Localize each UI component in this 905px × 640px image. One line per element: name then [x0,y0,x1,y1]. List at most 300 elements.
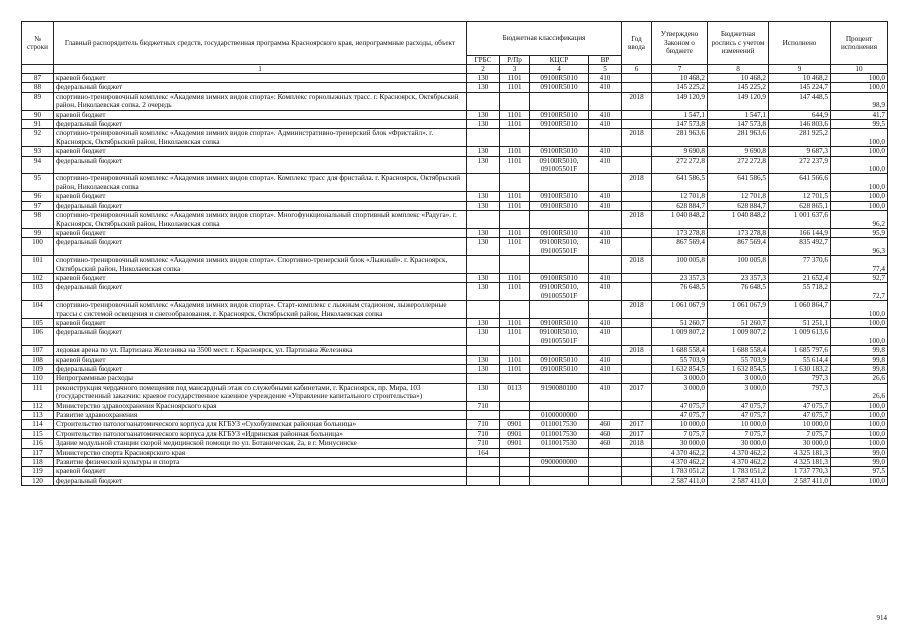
row-approved: 145 225,2 [652,83,708,92]
row-rpr [500,92,530,110]
row-grbs [467,467,500,476]
row-grbs: 164 [467,448,500,457]
row-kcsr: 0900000000 [530,458,589,467]
row-rpr: 1101 [500,283,530,301]
row-executed: 77 370,6 [769,256,831,274]
row-approved: 3 000,0 [652,383,708,401]
row-approved: 2 587 411,0 [652,476,708,485]
header-rpr: Р/Пр [500,56,530,65]
row-rpr [500,211,530,229]
row-approved: 281 963,6 [652,129,708,147]
row-budget-list: 149 120,9 [708,92,769,110]
row-kcsr [530,92,589,110]
row-kcsr: 09100R5010, 091005501F [530,156,589,174]
row-year [622,83,652,92]
row-approved: 51 260,7 [652,318,708,327]
row-rpr: 0901 [500,429,530,438]
row-vr: 460 [589,439,622,448]
table-row [22,74,888,83]
row-name: краевой бюджет [54,467,467,476]
row-percent: 97,5 [831,467,888,476]
row-number: 101 [22,256,54,274]
row-rpr: 1101 [500,228,530,237]
row-budget-list: 628 884,7 [708,201,769,210]
row-percent: 100,0 [831,147,888,156]
row-vr [589,129,622,147]
row-percent: 100,0 [831,156,888,174]
row-budget-list: 3 000,0 [708,383,769,401]
row-number: 92 [22,129,54,147]
table-row [22,129,888,147]
row-budget-list: 2 587 411,0 [708,476,769,485]
row-executed: 47 075,7 [769,401,831,410]
row-rpr [500,448,530,457]
row-year [622,365,652,374]
row-rpr: 1101 [500,201,530,210]
header-approved: Утверждено Законом о бюджете [652,22,708,65]
row-vr: 410 [589,355,622,364]
row-name: федеральный бюджет [54,283,467,301]
row-budget-list: 641 586,5 [708,174,769,192]
row-vr: 410 [589,83,622,92]
row-rpr [500,256,530,274]
row-year [622,74,652,83]
row-executed: 145 224,7 [769,83,831,92]
row-budget-list: 23 357,3 [708,273,769,282]
row-vr [589,467,622,476]
row-budget-list: 1 547,1 [708,110,769,119]
row-executed: 1 685 797,6 [769,346,831,355]
row-vr: 410 [589,192,622,201]
row-kcsr: 0100000000 [530,411,589,420]
row-vr: 410 [589,147,622,156]
row-vr: 410 [589,201,622,210]
row-name: краевой бюджет [54,355,467,364]
row-grbs: 130 [467,192,500,201]
row-approved: 4 370 462,2 [652,458,708,467]
row-vr [589,401,622,410]
row-name: спортивно-тренировочный комплекс «Академия зимних видов спорта»: Комплекс горнолыжных трасс. г. Красноярск, Октябрьский район, Николаевская сопка. 2 очередь [54,92,467,110]
row-name: Министерство спорта Красноярского края [54,448,467,457]
row-rpr: 0901 [500,439,530,448]
header-grbs: ГРБС [467,56,500,65]
row-approved: 12 701,8 [652,192,708,201]
row-kcsr: 09100R5010 [530,74,589,83]
row-approved: 272 272,8 [652,156,708,174]
row-budget-list: 47 075,7 [708,401,769,410]
row-grbs: 130 [467,228,500,237]
table-row [22,374,888,383]
row-budget-list: 281 963,6 [708,129,769,147]
row-number: 115 [22,429,54,438]
row-vr: 410 [589,328,622,346]
row-vr: 410 [589,120,622,129]
row-grbs: 710 [467,420,500,429]
row-rpr: 1101 [500,147,530,156]
table-row [22,228,888,237]
table-row [22,301,888,319]
table-row [22,439,888,448]
row-approved: 1 040 848,2 [652,211,708,229]
row-year: 2018 [622,346,652,355]
row-name: Здание модульной станции скорой медицинской помощи по ул. Ботаническая, 2а, в г. Минусинске [54,439,467,448]
row-kcsr [530,346,589,355]
row-grbs: 130 [467,273,500,282]
row-percent: 100,0 [831,411,888,420]
row-percent: 99,8 [831,365,888,374]
row-approved: 3 000,0 [652,374,708,383]
row-budget-list: 100 005,8 [708,256,769,274]
table-row [22,83,888,92]
row-name: краевой бюджет [54,110,467,119]
header-executed: Исполнено [769,22,831,65]
row-grbs [467,211,500,229]
row-kcsr [530,448,589,457]
row-vr: 410 [589,156,622,174]
row-number: 120 [22,476,54,485]
row-kcsr: 0110017530 [530,420,589,429]
header-vr: ВР [589,56,622,65]
table-row [22,355,888,364]
row-name: ледовая арена по ул. Партизана Железняка на 3500 мест. г. Красноярск, ул. Партизана Железняка [54,346,467,355]
row-approved: 1 061 067,9 [652,301,708,319]
table-row [22,448,888,457]
row-budget-list: 4 370 462,2 [708,448,769,457]
row-name: федеральный бюджет [54,328,467,346]
row-number: 104 [22,301,54,319]
row-percent: 100,0 [831,201,888,210]
row-executed: 10 000,0 [769,420,831,429]
row-number: 107 [22,346,54,355]
row-year [622,458,652,467]
row-number: 108 [22,355,54,364]
colnum: 7 [652,65,708,74]
row-approved: 47 075,7 [652,401,708,410]
table-row [22,110,888,119]
row-executed: 12 701,5 [769,192,831,201]
row-year [622,476,652,485]
row-kcsr [530,256,589,274]
row-year [622,110,652,119]
row-name: спортивно-тренировочный комплекс «Академия зимних видов спорта». Старт-комплекс с лыжным стадионом, лыжероллерные трассы с системой освещения и снегообразования. г. Красноярск, Октябрьский район, Николаевская сопка [54,301,467,319]
budget-table [21,21,888,486]
row-percent: 99,5 [831,120,888,129]
row-vr: 410 [589,365,622,374]
row-budget-list: 1 040 848,2 [708,211,769,229]
row-year [622,228,652,237]
row-vr [589,476,622,485]
row-budget-list: 7 075,7 [708,429,769,438]
row-rpr: 1101 [500,365,530,374]
row-number: 102 [22,273,54,282]
row-number: 90 [22,110,54,119]
row-percent: 99,0 [831,448,888,457]
row-vr: 410 [589,110,622,119]
row-vr [589,211,622,229]
row-grbs: 130 [467,383,500,401]
row-percent: 41,7 [831,110,888,119]
row-kcsr: 09100R5010 [530,228,589,237]
row-kcsr: 09100R5010 [530,192,589,201]
row-executed: 2 587 411,0 [769,476,831,485]
row-rpr: 1101 [500,74,530,83]
row-vr: 410 [589,228,622,237]
row-executed: 9 687,3 [769,147,831,156]
row-budget-list: 4 370 462,2 [708,458,769,467]
row-year: 2018 [622,129,652,147]
row-kcsr [530,374,589,383]
row-percent: 100,0 [831,74,888,83]
row-name: спортивно-тренировочный комплекс «Академия зимних видов спорта». Административно-тренерский блок «Фристайл». г. Красноярск, Октябрьский район, Николаевская сопка [54,129,467,147]
row-kcsr: 09100R5010 [530,365,589,374]
row-approved: 149 120,9 [652,92,708,110]
row-year [622,192,652,201]
row-rpr [500,301,530,319]
row-executed: 644,9 [769,110,831,119]
row-name: спортивно-тренировочный комплекс «Академия зимних видов спорта». Спортивно-тренерский блок «Лыжный». г. Красноярск, Октябрьский район, Николаевская сопка [54,256,467,274]
row-executed: 1 009 613,6 [769,328,831,346]
row-budget-list: 30 000,0 [708,439,769,448]
row-executed: 7 075,7 [769,429,831,438]
row-grbs: 130 [467,318,500,327]
row-rpr [500,401,530,410]
row-executed: 835 492,7 [769,238,831,256]
row-kcsr: 09100R5010 [530,318,589,327]
row-name: Министерство здравоохранения Красноярского края [54,401,467,410]
row-vr [589,411,622,420]
row-budget-list: 1 061 067,9 [708,301,769,319]
row-rpr: 1101 [500,156,530,174]
row-number: 114 [22,420,54,429]
row-grbs: 130 [467,238,500,256]
row-budget-list: 10 000,0 [708,420,769,429]
row-vr [589,346,622,355]
row-approved: 10 468,2 [652,74,708,83]
row-kcsr [530,174,589,192]
row-approved: 1 688 558,4 [652,346,708,355]
row-budget-list: 76 648,5 [708,283,769,301]
row-approved: 47 075,7 [652,411,708,420]
row-kcsr: 09100R5010 [530,83,589,92]
row-grbs: 130 [467,120,500,129]
row-name: федеральный бюджет [54,365,467,374]
table-row [22,120,888,129]
row-name: Строительство патологоанатомического корпуса для КГБУЗ «Сухобузимская районная больница» [54,420,467,429]
header-kcsr: КЦСР [530,56,589,65]
row-approved: 4 370 462,2 [652,448,708,457]
row-vr: 410 [589,238,622,256]
row-year [622,411,652,420]
row-budget-list: 55 703,9 [708,355,769,364]
row-executed: 47 075,7 [769,411,831,420]
row-executed: 281 925,2 [769,129,831,147]
row-name: федеральный бюджет [54,156,467,174]
row-year [622,374,652,383]
row-vr [589,458,622,467]
row-number: 91 [22,120,54,129]
row-executed: 146 803,6 [769,120,831,129]
row-executed: 55 718,2 [769,283,831,301]
row-year: 2018 [622,439,652,448]
row-grbs: 130 [467,147,500,156]
row-rpr: 1101 [500,238,530,256]
row-kcsr: 09100R5010 [530,110,589,119]
row-budget-list: 12 701,8 [708,192,769,201]
table-row [22,156,888,174]
row-percent: 100,0 [831,401,888,410]
header-name: Главный распорядитель бюджетных средств, государственная программа Красноярского края, непрограммные расходы, объект [54,22,467,65]
row-budget-list: 145 225,2 [708,83,769,92]
row-year [622,467,652,476]
row-executed: 4 325 181,3 [769,448,831,457]
row-percent: 96,3 [831,238,888,256]
table-row [22,256,888,274]
row-executed: 147 448,5 [769,92,831,110]
row-vr [589,92,622,110]
row-kcsr: 09100R5010, 091005501F [530,328,589,346]
colnum: 4 [530,65,589,74]
row-year [622,328,652,346]
row-kcsr [530,476,589,485]
row-name: краевой бюджет [54,147,467,156]
table-row [22,147,888,156]
row-percent: 99,0 [831,458,888,467]
row-year: 2018 [622,256,652,274]
row-number: 103 [22,283,54,301]
row-executed: 1 630 183,2 [769,365,831,374]
table-row [22,273,888,282]
row-vr: 410 [589,74,622,83]
row-year [622,318,652,327]
row-percent: 92,7 [831,273,888,282]
row-name: федеральный бюджет [54,120,467,129]
row-percent: 99,8 [831,355,888,364]
row-approved: 10 000,0 [652,420,708,429]
header-budget-classification: Бюджетная классификация [467,22,622,56]
row-number: 98 [22,211,54,229]
row-name: реконструкция чердачного помещения под мансардный этаж со служебными кабинетами, г. Красноярск, пр. Мира, 103 (государственный заказчик: краевое государственное казенное учреждение «Управление капитального строительства») [54,383,467,401]
row-number: 106 [22,328,54,346]
row-year [622,120,652,129]
row-kcsr: 09100R5010, 091005501F [530,238,589,256]
row-year [622,156,652,174]
row-grbs [467,411,500,420]
row-approved: 7 075,7 [652,429,708,438]
row-name: краевой бюджет [54,228,467,237]
row-year: 2018 [622,301,652,319]
row-name: федеральный бюджет [54,476,467,485]
row-executed: 272 237,9 [769,156,831,174]
row-executed: 641 566,6 [769,174,831,192]
row-vr [589,174,622,192]
header-row-number: № строки [22,22,54,65]
row-budget-list: 147 573,8 [708,120,769,129]
row-year: 2018 [622,174,652,192]
row-rpr [500,346,530,355]
row-grbs: 130 [467,156,500,174]
row-year: 2018 [622,211,652,229]
row-kcsr [530,211,589,229]
row-kcsr: 0110017530 [530,439,589,448]
table-row [22,383,888,401]
row-kcsr [530,129,589,147]
row-year [622,147,652,156]
row-percent: 100,0 [831,192,888,201]
row-budget-list: 867 569,4 [708,238,769,256]
row-kcsr: 9190080100 [530,383,589,401]
table-row [22,411,888,420]
table-row [22,420,888,429]
row-name: федеральный бюджет [54,238,467,256]
row-grbs: 710 [467,439,500,448]
row-name: спортивно-тренировочный комплекс «Академия зимних видов спорта». Комплекс трасс для фристайла. г. Красноярск, Октябрьский район, Николаевская сопка [54,174,467,192]
row-executed: 4 325 181,3 [769,458,831,467]
row-number: 109 [22,365,54,374]
row-name: федеральный бюджет [54,83,467,92]
row-executed: 30 000,0 [769,439,831,448]
row-grbs [467,174,500,192]
row-year [622,283,652,301]
row-rpr: 1101 [500,328,530,346]
row-number: 105 [22,318,54,327]
row-percent: 100,0 [831,301,888,319]
colnum: 9 [769,65,831,74]
row-year [622,273,652,282]
row-percent: 98,9 [831,92,888,110]
row-kcsr: 09100R5010 [530,355,589,364]
colnum: 10 [831,65,888,74]
row-kcsr [530,301,589,319]
row-grbs: 130 [467,328,500,346]
row-grbs: 130 [467,283,500,301]
table-row [22,401,888,410]
table-row [22,211,888,229]
row-executed: 1 737 770,3 [769,467,831,476]
row-number: 88 [22,83,54,92]
row-kcsr: 0110017530 [530,429,589,438]
table-row [22,92,888,110]
table-row [22,458,888,467]
row-name: спортивно-тренировочный комплекс «Академия зимних видов спорта». Многофункциональный спортивный комплекс «Радуга». г. Красноярск, Октябрьский район, Николаевская сопка [54,211,467,229]
row-executed: 166 144,9 [769,228,831,237]
row-rpr [500,174,530,192]
row-executed: 628 865,1 [769,201,831,210]
row-approved: 641 586,5 [652,174,708,192]
colnum: 1 [54,65,467,74]
row-approved: 1 009 807,2 [652,328,708,346]
row-percent: 100,0 [831,83,888,92]
row-grbs: 130 [467,365,500,374]
row-rpr: 1101 [500,83,530,92]
row-year [622,401,652,410]
row-name: краевой бюджет [54,192,467,201]
table-row [22,467,888,476]
table-row [22,238,888,256]
row-executed: 797,3 [769,383,831,401]
row-approved: 55 703,9 [652,355,708,364]
row-grbs [467,346,500,355]
row-executed: 21 652,4 [769,273,831,282]
table-row [22,174,888,192]
row-approved: 23 357,3 [652,273,708,282]
row-grbs: 130 [467,201,500,210]
row-rpr [500,374,530,383]
row-budget-list: 1 009 807,2 [708,328,769,346]
colnum [22,65,54,74]
row-number: 96 [22,192,54,201]
row-number: 110 [22,374,54,383]
row-rpr [500,467,530,476]
